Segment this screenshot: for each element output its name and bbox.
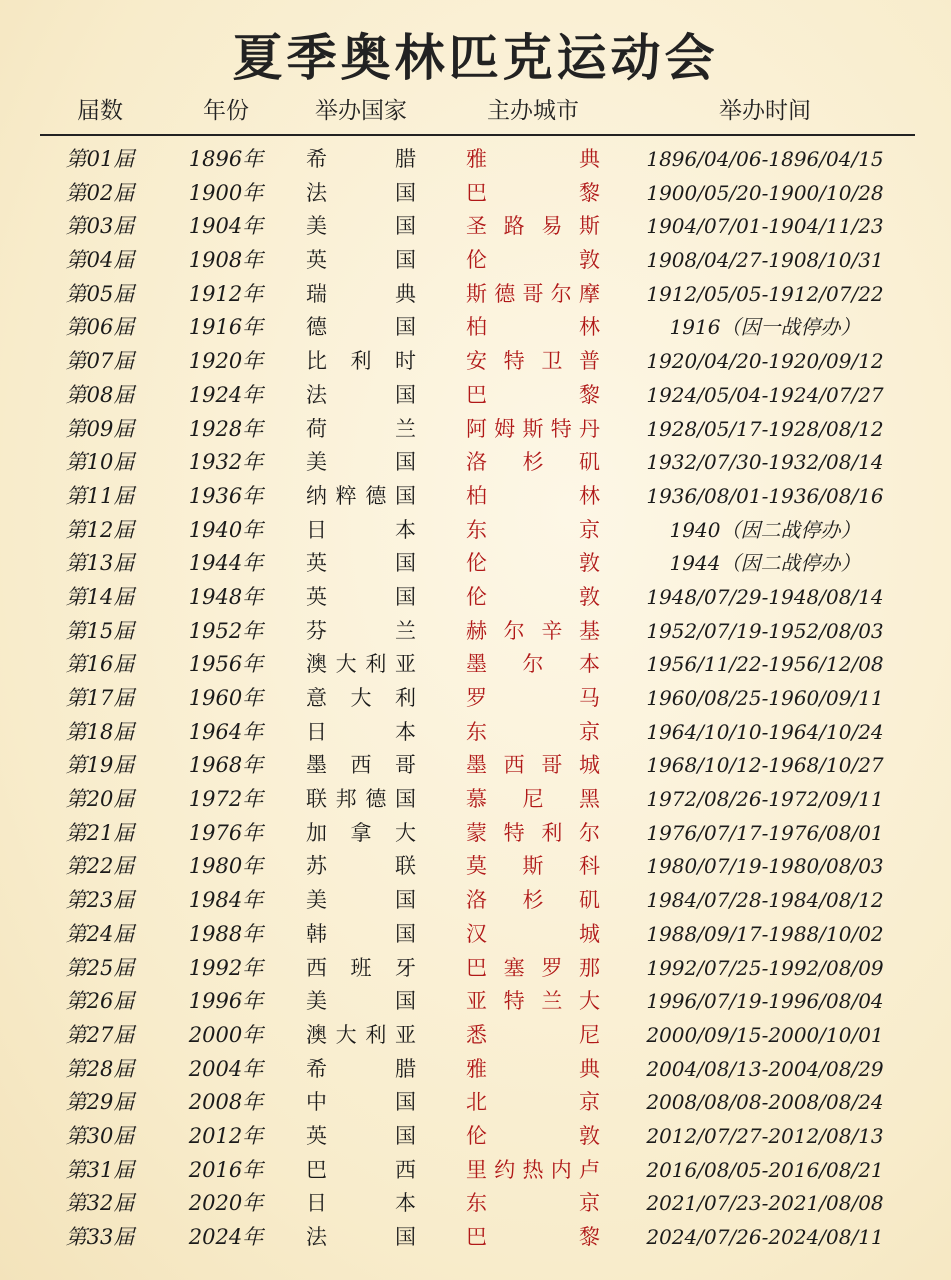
city-cell: 洛杉矶 [466, 450, 600, 475]
table-row [0, 210, 951, 244]
year-cell: 1996年 [188, 989, 264, 1014]
date-cell: 2024/07/26-2024/08/11 [646, 1225, 884, 1249]
city-cell: 北京 [466, 1090, 600, 1115]
city-cell: 罗马 [466, 686, 600, 710]
country-cell: 美国 [306, 450, 416, 475]
country-cell: 西班牙 [306, 955, 416, 980]
year-cell: 1900年 [188, 180, 264, 205]
year-cell: 1908年 [188, 248, 264, 273]
term-cell: 第33届 [65, 1225, 135, 1249]
term-cell: 第01届 [65, 147, 135, 171]
city-cell: 蒙特利尔 [466, 820, 600, 845]
year-cell: 1952年 [188, 618, 264, 643]
country-cell: 韩国 [306, 921, 416, 946]
date-cell: 1944（因二战停办） [669, 551, 861, 576]
country-cell: 德国 [306, 315, 416, 340]
city-cell: 柏林 [466, 483, 600, 508]
year-cell: 2020年 [188, 1191, 264, 1216]
year-cell: 2024年 [188, 1225, 264, 1249]
year-cell: 1956年 [188, 652, 264, 677]
year-cell: 1928年 [188, 416, 264, 441]
city-cell: 慕尼黑 [466, 787, 600, 812]
table-row [0, 480, 951, 514]
date-cell: 2021/07/23-2021/08/08 [646, 1191, 884, 1216]
term-cell: 第26届 [65, 989, 135, 1014]
table-row [0, 783, 951, 817]
term-cell: 第16届 [65, 652, 135, 677]
date-cell: 1932/07/30-1932/08/14 [646, 450, 884, 475]
term-cell: 第31届 [65, 1157, 135, 1182]
date-cell: 2008/08/08-2008/08/24 [646, 1090, 884, 1115]
city-cell: 阿姆斯特丹 [466, 416, 600, 441]
term-cell: 第15届 [65, 618, 135, 643]
table-row [0, 244, 951, 278]
table-row [0, 985, 951, 1019]
term-cell: 第21届 [65, 820, 135, 845]
date-cell: 1996/07/19-1996/08/04 [646, 989, 884, 1014]
country-cell: 英国 [306, 1123, 416, 1148]
table-row [0, 1019, 951, 1053]
table-row [0, 345, 951, 379]
date-cell: 1992/07/25-1992/08/09 [646, 955, 884, 980]
table-row [0, 1086, 951, 1120]
date-cell: 2012/07/27-2012/08/13 [646, 1123, 884, 1148]
year-cell: 1984年 [188, 888, 264, 913]
country-cell: 加拿大 [306, 820, 416, 845]
country-cell: 希腊 [306, 1056, 416, 1081]
term-cell: 第06届 [65, 315, 135, 340]
term-cell: 第22届 [65, 854, 135, 879]
city-cell: 莫斯科 [466, 854, 600, 879]
term-cell: 第28届 [65, 1056, 135, 1081]
country-cell: 法国 [306, 382, 416, 407]
year-cell: 1920年 [188, 349, 264, 374]
date-cell: 1928/05/17-1928/08/12 [646, 416, 884, 441]
country-cell: 纳粹德国 [306, 483, 416, 508]
date-cell: 2016/08/05-2016/08/21 [646, 1157, 884, 1182]
year-cell: 2004年 [188, 1056, 264, 1081]
year-cell: 1992年 [188, 955, 264, 980]
city-cell: 墨西哥城 [466, 753, 600, 778]
date-cell: 1952/07/19-1952/08/03 [646, 618, 884, 643]
date-cell: 1920/04/20-1920/09/12 [646, 349, 884, 374]
city-cell: 巴黎 [466, 180, 600, 205]
table-row [0, 177, 951, 211]
table-row [0, 413, 951, 447]
table-row [0, 1053, 951, 1087]
country-cell: 巴西 [306, 1157, 416, 1182]
table-row [0, 850, 951, 884]
city-cell: 伦敦 [466, 248, 600, 273]
date-cell: 1940（因二战停办） [669, 517, 861, 542]
table-row [0, 918, 951, 952]
city-cell: 汉城 [466, 921, 600, 946]
term-cell: 第03届 [65, 214, 135, 239]
date-cell: 1984/07/28-1984/08/12 [646, 888, 884, 913]
year-cell: 1964年 [188, 719, 264, 744]
term-cell: 第20届 [65, 787, 135, 812]
city-cell: 洛杉矶 [466, 888, 600, 913]
year-cell: 1940年 [188, 517, 264, 542]
city-cell: 巴黎 [466, 1225, 600, 1249]
year-cell: 1936年 [188, 483, 264, 508]
term-cell: 第09届 [65, 416, 135, 441]
date-cell: 2000/09/15-2000/10/01 [646, 1022, 884, 1047]
table-body [0, 143, 951, 1255]
term-cell: 第19届 [65, 753, 135, 778]
country-cell: 美国 [306, 214, 416, 239]
term-cell: 第04届 [65, 248, 135, 273]
city-cell: 里约热内卢 [466, 1157, 600, 1182]
table-row [0, 581, 951, 615]
country-cell: 澳大利亚 [306, 652, 416, 677]
term-cell: 第10届 [65, 450, 135, 475]
table-row [0, 716, 951, 750]
date-cell: 1976/07/17-1976/08/01 [646, 820, 884, 845]
year-cell: 1912年 [188, 281, 264, 306]
header-country: 举办国家 [315, 98, 407, 124]
date-cell: 1904/07/01-1904/11/23 [646, 214, 884, 239]
city-cell: 伦敦 [466, 1123, 600, 1148]
city-cell: 斯德哥尔摩 [466, 281, 600, 306]
year-cell: 1968年 [188, 753, 264, 778]
year-cell: 1976年 [188, 820, 264, 845]
country-cell: 法国 [306, 1225, 416, 1249]
date-cell: 1956/11/22-1956/12/08 [646, 652, 884, 677]
city-cell: 雅典 [466, 1056, 600, 1081]
table-row [0, 1221, 951, 1255]
year-cell: 1988年 [188, 921, 264, 946]
term-cell: 第27届 [65, 1022, 135, 1047]
table-row [0, 682, 951, 716]
city-cell: 巴黎 [466, 382, 600, 407]
city-cell: 亚特兰大 [466, 989, 600, 1014]
date-cell: 1988/09/17-1988/10/02 [646, 921, 884, 946]
country-cell: 苏联 [306, 854, 416, 879]
city-cell: 东京 [466, 517, 600, 542]
year-cell: 2016年 [188, 1157, 264, 1182]
term-cell: 第11届 [65, 483, 135, 508]
term-cell: 第17届 [65, 686, 135, 710]
date-cell: 1912/05/05-1912/07/22 [646, 281, 884, 306]
country-cell: 英国 [306, 584, 416, 609]
table-row [0, 1154, 951, 1188]
term-cell: 第25届 [65, 955, 135, 980]
date-cell: 1900/05/20-1900/10/28 [646, 180, 884, 205]
table-row [0, 749, 951, 783]
term-cell: 第29届 [65, 1090, 135, 1115]
country-cell: 墨西哥 [306, 753, 416, 778]
year-cell: 1944年 [188, 551, 264, 576]
table-header [40, 92, 915, 132]
date-cell: 2004/08/13-2004/08/29 [646, 1056, 884, 1081]
country-cell: 希腊 [306, 147, 416, 171]
country-cell: 英国 [306, 551, 416, 576]
term-cell: 第13届 [65, 551, 135, 576]
term-cell: 第12届 [65, 517, 135, 542]
term-cell: 第07届 [65, 349, 135, 374]
term-cell: 第02届 [65, 180, 135, 205]
year-cell: 1896年 [188, 147, 264, 171]
table-row [0, 648, 951, 682]
date-cell: 1968/10/12-1968/10/27 [646, 753, 884, 778]
table-row [0, 514, 951, 548]
table-row [0, 615, 951, 649]
date-cell: 1916（因一战停办） [669, 315, 861, 340]
country-cell: 日本 [306, 1191, 416, 1216]
date-cell: 1896/04/06-1896/04/15 [646, 147, 884, 171]
city-cell: 伦敦 [466, 584, 600, 609]
country-cell: 瑞典 [306, 281, 416, 306]
date-cell: 1972/08/26-1972/09/11 [646, 787, 884, 812]
city-cell: 雅典 [466, 147, 600, 171]
table-row [0, 1120, 951, 1154]
city-cell: 巴塞罗那 [466, 955, 600, 980]
country-cell: 澳大利亚 [306, 1022, 416, 1047]
header-city: 主办城市 [487, 98, 579, 124]
country-cell: 意大利 [306, 686, 416, 710]
header-term: 届数 [77, 98, 123, 124]
term-cell: 第32届 [65, 1191, 135, 1216]
country-cell: 美国 [306, 989, 416, 1014]
table-row [0, 143, 951, 177]
term-cell: 第05届 [65, 281, 135, 306]
term-cell: 第23届 [65, 888, 135, 913]
page-title: 夏季奥林匹克运动会 [232, 28, 719, 87]
country-cell: 日本 [306, 517, 416, 542]
table-row [0, 1187, 951, 1221]
table-row [0, 547, 951, 581]
country-cell: 联邦德国 [306, 787, 416, 812]
year-cell: 1932年 [188, 450, 264, 475]
year-cell: 2000年 [188, 1022, 264, 1047]
country-cell: 法国 [306, 180, 416, 205]
date-cell: 1924/05/04-1924/07/27 [646, 382, 884, 407]
header-divider [40, 134, 915, 136]
date-cell: 1960/08/25-1960/09/11 [646, 686, 884, 710]
header-date: 举办时间 [719, 98, 811, 124]
country-cell: 美国 [306, 888, 416, 913]
table-row [0, 817, 951, 851]
term-cell: 第08届 [65, 382, 135, 407]
country-cell: 日本 [306, 719, 416, 744]
year-cell: 1948年 [188, 584, 264, 609]
city-cell: 柏林 [466, 315, 600, 340]
term-cell: 第18届 [65, 719, 135, 744]
table-row [0, 379, 951, 413]
header-year: 年份 [203, 98, 249, 124]
year-cell: 2012年 [188, 1123, 264, 1148]
city-cell: 悉尼 [466, 1022, 600, 1047]
year-cell: 1960年 [188, 686, 264, 710]
date-cell: 1964/10/10-1964/10/24 [646, 719, 884, 744]
date-cell: 1936/08/01-1936/08/16 [646, 483, 884, 508]
table-row [0, 446, 951, 480]
date-cell: 1948/07/29-1948/08/14 [646, 584, 884, 609]
country-cell: 荷兰 [306, 416, 416, 441]
year-cell: 2008年 [188, 1090, 264, 1115]
country-cell: 芬兰 [306, 618, 416, 643]
country-cell: 英国 [306, 248, 416, 273]
city-cell: 安特卫普 [466, 349, 600, 374]
date-cell: 1980/07/19-1980/08/03 [646, 854, 884, 879]
city-cell: 墨尔本 [466, 652, 600, 677]
term-cell: 第30届 [65, 1123, 135, 1148]
term-cell: 第14届 [65, 584, 135, 609]
country-cell: 中国 [306, 1090, 416, 1115]
country-cell: 比利时 [306, 349, 416, 374]
city-cell: 圣路易斯 [466, 214, 600, 239]
city-cell: 东京 [466, 719, 600, 744]
table-row [0, 952, 951, 986]
year-cell: 1904年 [188, 214, 264, 239]
table-row [0, 884, 951, 918]
year-cell: 1916年 [188, 315, 264, 340]
city-cell: 伦敦 [466, 551, 600, 576]
year-cell: 1924年 [188, 382, 264, 407]
date-cell: 1908/04/27-1908/10/31 [646, 248, 884, 273]
table-row [0, 278, 951, 312]
term-cell: 第24届 [65, 921, 135, 946]
year-cell: 1972年 [188, 787, 264, 812]
year-cell: 1980年 [188, 854, 264, 879]
city-cell: 赫尔辛基 [466, 618, 600, 643]
city-cell: 东京 [466, 1191, 600, 1216]
table-row [0, 311, 951, 345]
